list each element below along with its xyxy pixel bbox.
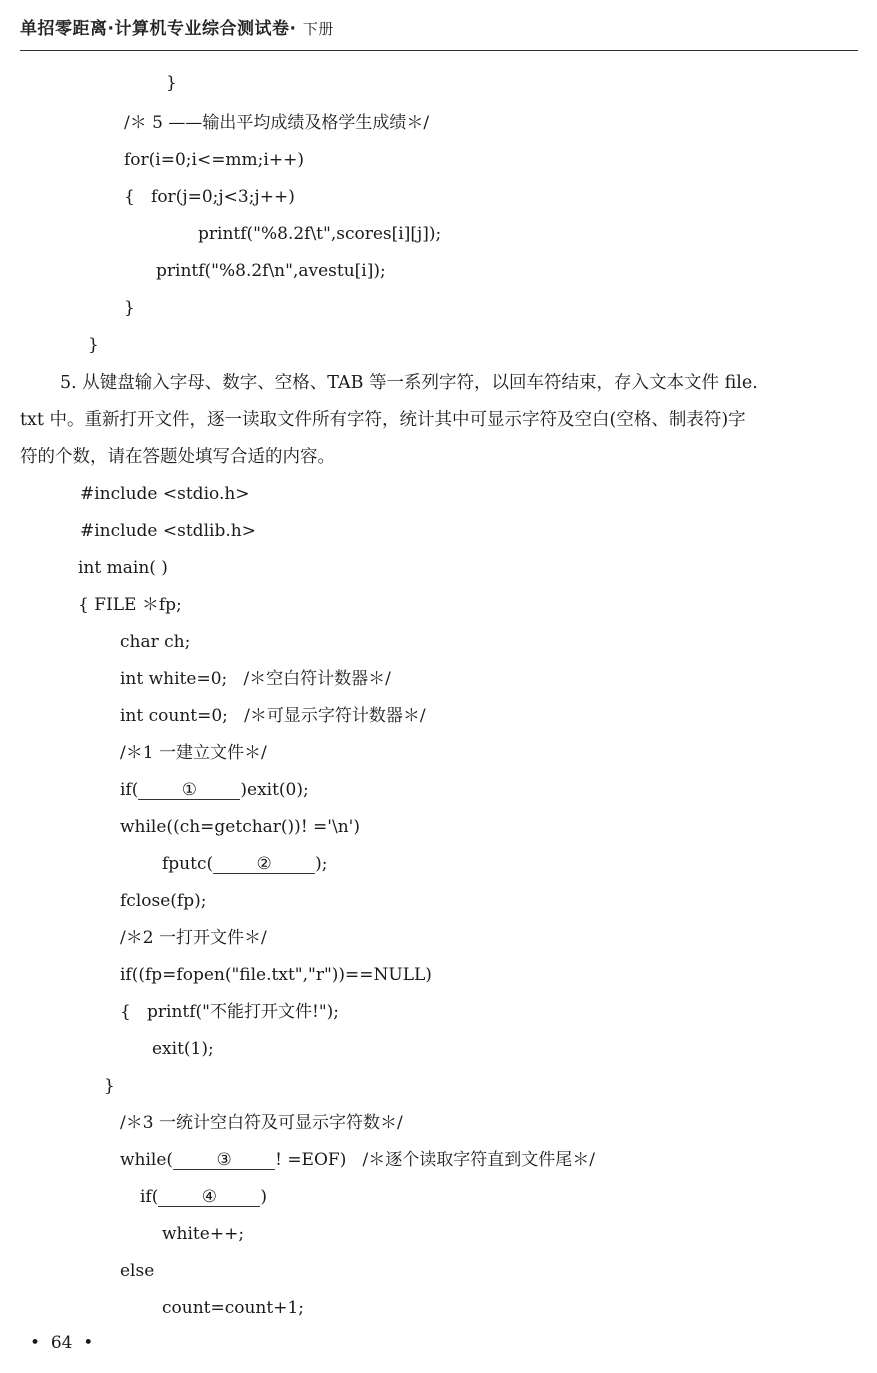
question-text-line: 5. 从键盘输入字母、数字、空格、TAB 等一系列字符，以回车符结束，存入文本文件 file. — [60, 373, 758, 393]
answer-blank-1: ① — [138, 780, 240, 800]
code-line: exit(1); — [152, 1039, 214, 1059]
code-line: { printf("不能打开文件!"); — [120, 1002, 340, 1022]
answer-blank-3: ③ — [173, 1150, 275, 1170]
code-text: if( — [120, 780, 139, 800]
code-text: ! =EOF) /＊逐个读取字符直到文件尾＊/ — [275, 1150, 595, 1170]
code-line: printf("%8.2f\t",scores[i][j]); — [198, 224, 442, 244]
code-line: int main( ) — [78, 558, 168, 578]
question-text-line: txt 中。重新打开文件，逐一读取文件所有字符，统计其中可显示字符及空白(空格、制表符)字 — [20, 410, 746, 430]
code-text: if( — [140, 1187, 159, 1207]
code-text: ) — [260, 1187, 268, 1207]
code-comment: /＊2 一打开文件＊/ — [120, 928, 267, 948]
answer-blank-2: ② — [213, 854, 315, 874]
code-line: printf("%8.2f\n",avestu[i]); — [156, 261, 386, 281]
code-line: { for(j=0;j<3;j++) — [124, 187, 295, 207]
code-text: fputc( — [162, 854, 214, 874]
code-line: char ch; — [120, 632, 191, 652]
code-line-blank-1 — [120, 780, 309, 800]
code-line: fclose(fp); — [120, 891, 207, 911]
code-text: while( — [120, 1150, 174, 1170]
code-line-blank-3 — [120, 1150, 595, 1170]
code-line-blank-4 — [140, 1187, 267, 1207]
code-line: } — [88, 335, 99, 355]
code-line: int count=0; /＊可显示字符计数器＊/ — [120, 706, 426, 726]
header-subtitle: 下册 — [302, 20, 334, 38]
code-comment: /＊ 5 ——输出平均成绩及格学生成绩＊/ — [124, 113, 430, 133]
code-line: } — [166, 73, 177, 93]
header-rule — [20, 50, 858, 51]
header-title: 单招零距离·计算机专业综合测试卷· — [20, 19, 297, 39]
page-header — [20, 14, 334, 39]
code-line: count=count+1; — [162, 1298, 305, 1318]
code-line: white++; — [162, 1224, 245, 1244]
code-text: ); — [315, 854, 328, 874]
code-line: } — [104, 1076, 115, 1096]
code-line: for(i=0;i<=mm;i++) — [124, 150, 304, 170]
code-line: } — [124, 298, 135, 318]
code-line: int white=0; /＊空白符计数器＊/ — [120, 669, 391, 689]
code-line: else — [120, 1261, 155, 1281]
page-number: • 64 • — [30, 1333, 94, 1353]
answer-blank-4: ④ — [158, 1187, 260, 1207]
code-comment: /＊1 一建立文件＊/ — [120, 743, 267, 763]
code-line: { FILE ＊fp; — [78, 595, 182, 615]
code-line: if((fp=fopen("file.txt","r"))==NULL) — [120, 965, 432, 985]
question-text-line: 符的个数，请在答题处填写合适的内容。 — [20, 447, 335, 467]
code-line: while((ch=getchar())! ='\n') — [120, 817, 360, 837]
code-text: )exit(0); — [240, 780, 309, 800]
code-line-blank-2 — [162, 854, 327, 874]
code-line: #include <stdlib.h> — [80, 521, 256, 541]
code-comment: /＊3 一统计空白符及可显示字符数＊/ — [120, 1113, 403, 1133]
code-line: #include <stdio.h> — [80, 484, 250, 504]
